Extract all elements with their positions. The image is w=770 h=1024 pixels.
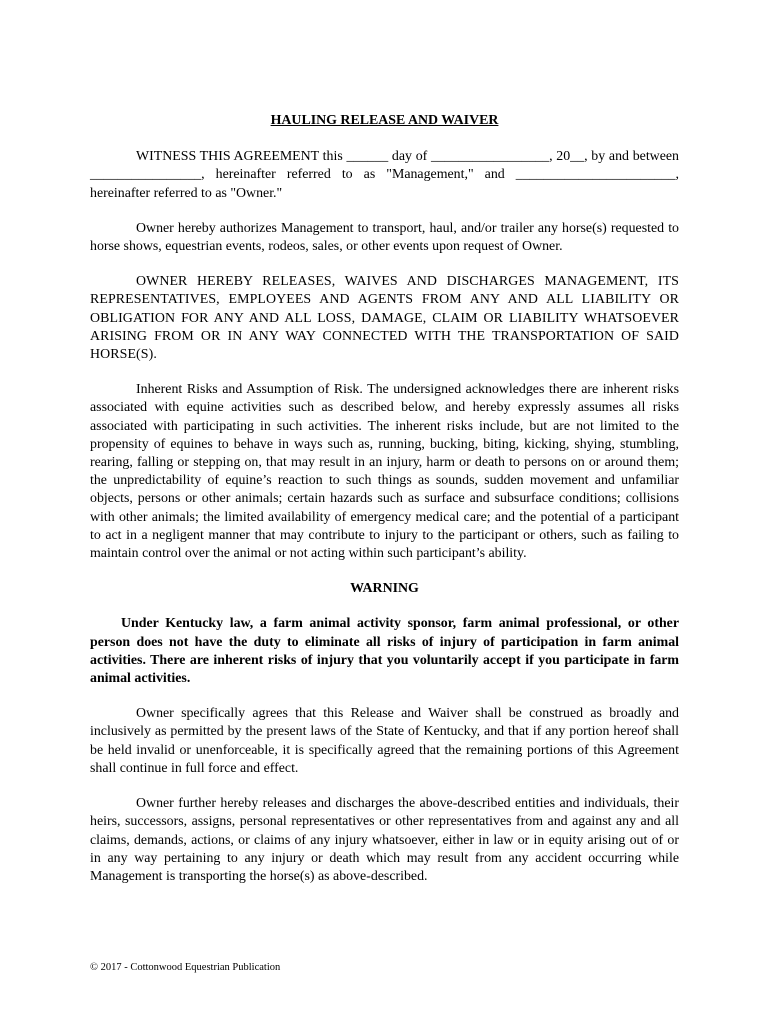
release-paragraph: OWNER HEREBY RELEASES, WAIVES AND DISCHARGES MANAGEMENT, ITS REPRESENTATIVES, EMPLOYEES AND AGENTS FROM ANY AND ALL LIABILITY OR OBLIGATION FOR ANY AND ALL LOSS, DAMAGE, CLAIM OR LIABILITY WHATSOEVER ARISING FROM OR IN ANY WAY CONNECTED WITH THE TRANSPORTATION OF SAID HORSE(S). [90,274,679,363]
document-body [90,112,679,903]
witness-paragraph: WITNESS THIS AGREEMENT this ______ day of _________________, 20__, by and between ________________, hereinafter referred to as "Management," and _______________________, hereinafter referred to as "Owner." [90,149,679,201]
authorization-paragraph: Owner hereby authorizes Management to transport, haul, and/or trailer any horse(s) requested to horse shows, equestrian events, rodeos, sales, or other events upon request of Owner. [90,220,679,255]
further-release-paragraph: Owner further hereby releases and discharges the above-described entities and individuals, their heirs, successors, assigns, personal representatives or other representatives from and against any and all claims, demands, actions, or claims of any injury whatsoever, either in law or in equity arising out of or in any way pertaining to any injury or death which may result from any accident occurring while Management is transporting the horse(s) as above-described. [90,796,679,884]
warning-paragraph: Under Kentucky law, a farm animal activity sponsor, farm animal professional, or other person does not have the duty to eliminate all risks of injury of participation in farm animal activities. There are inherent risks of injury that you voluntarily accept if you participate in farm animal activities. [90,616,679,687]
inherent-risks-paragraph: Inherent Risks and Assumption of Risk. The undersigned acknowledges there are inherent risks associated with equine activities such as described below, and hereby expressly assumes all risks associated with participating in such activities. The inherent risks include, but are not limited to the propensity of equines to behave in ways such as, running, bucking, biting, kicking, shying, stumbling, rearing, falling or stepping on, that may result in an injury, harm or death to persons on or around them; the unpredictability of equine’s reaction to such things as sounds, sudden movement and unfamiliar objects, persons or other animals; certain hazards such as surface and subsurface conditions; collisions with other animals; the limited availability of emergency medical care; and the potential of a participant to act in a negligent manner that may contribute to injury to the participant or others, such as failing to maintain control over the animal or not acting within such participant’s ability. [90,382,679,562]
copyright-footer: © 2017 - Cottonwood Equestrian Publication [90,962,281,973]
warning-heading: WARNING [350,581,419,597]
construction-paragraph: Owner specifically agrees that this Release and Waiver shall be construed as broadly and inclusively as permitted by the present laws of the State of Kentucky, and that if any portion hereof shall be held invalid or unenforceable, it is specifically agreed that the remaining portions of this Agreement shall continue in full force and effect. [90,706,679,776]
document-title: HAULING RELEASE AND WAIVER [270,113,499,128]
